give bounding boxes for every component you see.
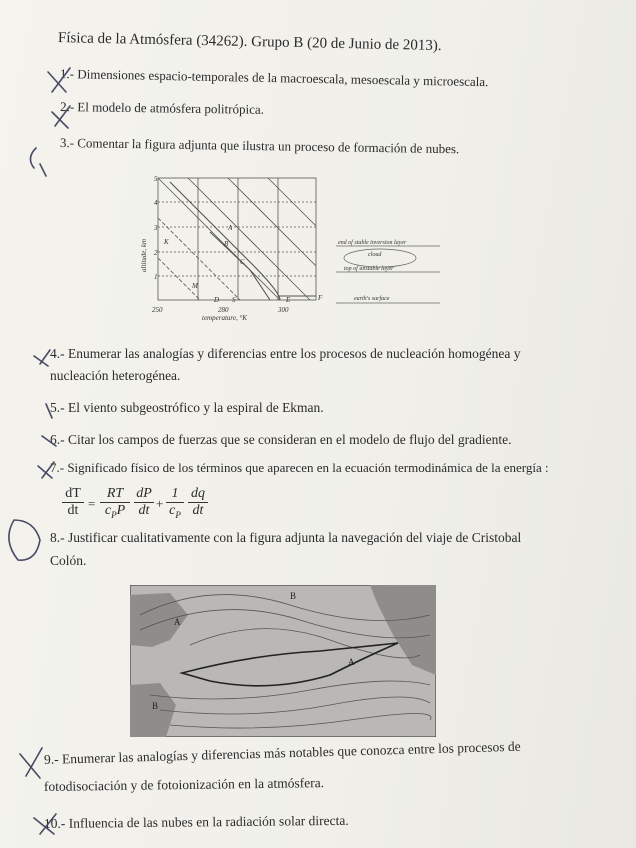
eq-term2-derivative: $\frac{dq}{dt}$ <box>188 486 208 519</box>
figure1-ytick: 4 <box>154 199 158 207</box>
exam-title: Física de la Atmósfera (34262). Grupo B (20 de Junio de 2013). <box>57 30 442 55</box>
figure1-point-E: E <box>286 296 291 304</box>
figure1-xtick: 250 <box>152 306 163 314</box>
bracket-q3 <box>30 148 36 168</box>
question-8-line-1: 8.- Justificar cualitativamente con la figura adjunta la navegación del viaje de Cristobal <box>50 530 522 545</box>
figure1-inversion-label: end of stable inversion layer <box>338 240 407 246</box>
eq-lhs: $\frac{dT}{dt}$ <box>62 486 84 519</box>
figure1-xlabel: temperature, °K <box>202 314 247 322</box>
figure1-point-K: K <box>164 238 169 246</box>
figure1-xtick: 300 <box>278 306 289 314</box>
question-4-line-2: nucleación heterogénea. <box>50 368 181 383</box>
thermodynamic-equation <box>62 486 222 526</box>
figure1-ytick: 3 <box>154 224 158 232</box>
figure1-point-F: F <box>318 294 323 302</box>
question-10: 10.- Influencia de las nubes en la radiación solar directa. <box>43 812 349 831</box>
figure1-ytick: 5 <box>154 175 158 183</box>
figure1-ylabel: altitude, km <box>140 238 148 272</box>
eq-plus-sign: + <box>156 496 164 511</box>
figure1-surface-label: earth's surface <box>354 296 390 302</box>
map-label-low-north: B <box>290 591 297 601</box>
checkmark-q9 <box>26 748 42 776</box>
figure1-point-S: S <box>232 296 236 304</box>
columbus-voyage-map <box>130 585 436 737</box>
cloud-formation-figure <box>140 172 450 330</box>
question-9-line-2: fotodisociación y de fotoionización en la atmósfera. <box>43 775 325 794</box>
checkmark-q4 <box>40 350 50 364</box>
eq-term1-derivative: $\frac{dP}{dt}$ <box>134 486 154 519</box>
figure1-cloud-label: cloud <box>368 252 382 258</box>
figure1-point-B: B <box>224 240 229 248</box>
question-4-line-1: 4.- Enumerar las analogías y diferencias entre los procesos de nucleación homogénea y <box>50 346 521 361</box>
checkmark-q4 <box>34 356 48 366</box>
figure1-point-D: D <box>214 296 220 304</box>
figure1-unstable-label: top of unstable layer <box>344 266 394 272</box>
question-3: 3.- Comentar la figura adjunta que ilustra un proceso de formación de nubes. <box>59 135 460 157</box>
map-label-low-south: B <box>152 701 159 711</box>
checkmark-q9 <box>20 754 40 778</box>
figure1-parcel-curve <box>210 232 270 300</box>
figure1-adiabat <box>158 258 200 300</box>
tick-q3 <box>40 164 46 176</box>
question-2: 2.- El modelo de atmósfera politrópica. <box>59 99 265 117</box>
figure1-adiabat <box>188 178 310 300</box>
eq-equals-sign: = <box>88 496 96 511</box>
figure1-adiabat <box>158 178 280 300</box>
figure1-xtick: 280 <box>218 306 229 314</box>
figure1-point-M: M <box>192 282 198 290</box>
figure1-point-A: A <box>228 224 233 232</box>
question-7: 7.- Significado físico de los términos que aparecen en la ecuación termodinámica de la energía : <box>50 460 549 475</box>
eq-term2-coefficient: $\frac{1}{c_P}$ <box>166 486 184 520</box>
figure1-ytick: 2 <box>154 249 158 257</box>
question-9-line-1: 9.- Enumerar las analogías y diferencias más notables que conozca entre los procesos de <box>43 738 521 767</box>
map-label-high-west: A <box>174 617 181 627</box>
eq-term1-coefficient: RT $c_PP$ <box>100 486 130 520</box>
question-8-line-2: Colón. <box>50 553 87 568</box>
question-1: 1.- Dimensiones espacio-temporales de la macroescala, mesoescala y microescala. <box>59 66 489 90</box>
figure1-point-C: C <box>240 258 245 266</box>
figure1-ytick: 1 <box>154 273 158 281</box>
circle-mark-q7 <box>9 520 40 560</box>
map-label-high-east: A <box>348 657 355 667</box>
question-5: 5.- El viento subgeostrófico y la espiral de Ekman. <box>50 400 324 415</box>
question-6: 6.- Citar los campos de fuerzas que se consideran en el modelo de flujo del gradiente. <box>50 432 512 447</box>
